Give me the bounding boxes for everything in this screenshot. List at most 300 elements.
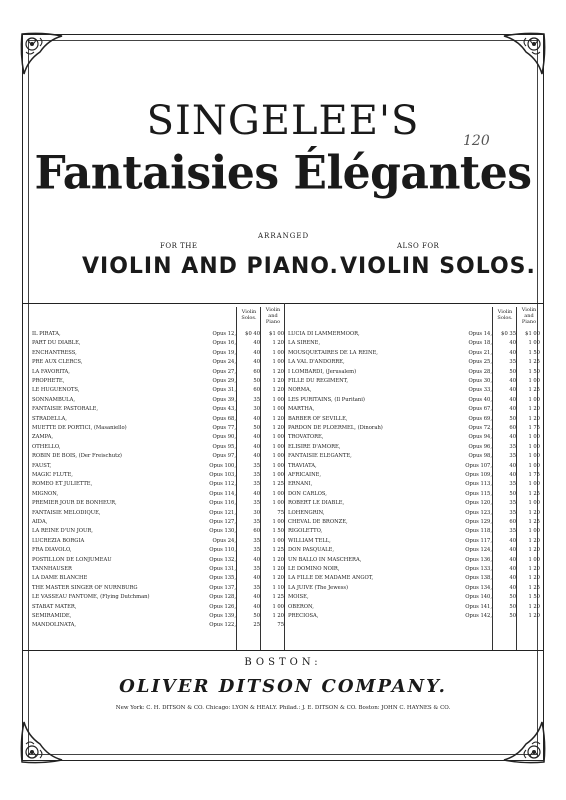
opus-number: Opus 107, bbox=[465, 462, 492, 469]
violin-piano-price: 1 00 bbox=[528, 378, 540, 384]
opus-number: Opus 128, bbox=[209, 594, 236, 601]
piece-title: ROMEO ET JULIETTE, bbox=[32, 481, 93, 488]
violin-piano-price: 1 20 bbox=[272, 566, 284, 572]
violin-solo-price: 35 bbox=[253, 584, 260, 591]
center-divider bbox=[284, 303, 285, 650]
opus-number: Opus 40, bbox=[468, 396, 492, 403]
price-list-row bbox=[286, 368, 542, 377]
piece-title: LA FAVORITA, bbox=[32, 368, 70, 375]
violin-solo-price: 50 bbox=[509, 603, 516, 610]
violin-solo-price: 35 bbox=[509, 359, 516, 366]
price-list-row bbox=[30, 565, 286, 574]
violin-piano-price: 1 20 bbox=[272, 368, 284, 375]
arranged-label: ARRANGED bbox=[258, 232, 310, 240]
violin-piano-price: 1 20 bbox=[528, 603, 540, 610]
price-list-row bbox=[286, 574, 542, 583]
piece-title: LUCIA DI LAMMERMOOR, bbox=[288, 331, 360, 337]
violin-piano-price: 1 00 bbox=[272, 519, 284, 525]
violin-solo-price: 35 bbox=[509, 443, 516, 450]
price-list-row bbox=[286, 509, 542, 518]
piece-title: OTHELLO, bbox=[32, 443, 61, 450]
opus-number: Opus 77, bbox=[212, 425, 236, 431]
price-list-row bbox=[286, 527, 542, 536]
violin-piano-price: 1 00 bbox=[272, 434, 284, 441]
city-label: BOSTON: bbox=[244, 657, 322, 668]
violin-solo-price: 40 bbox=[253, 603, 260, 610]
violin-solo-price: 60 bbox=[253, 387, 260, 394]
violin-piano-price: 1 25 bbox=[272, 594, 284, 601]
violin-piano-price: 1 00 bbox=[528, 556, 540, 563]
opus-number: Opus 117, bbox=[465, 537, 492, 544]
violin-piano-price: 1 20 bbox=[272, 340, 284, 347]
piece-title: FANTAISIE ELEGANTE, bbox=[288, 453, 352, 460]
violin-solo-price: 40 bbox=[253, 490, 260, 497]
violin-piano-price: 75 bbox=[277, 509, 284, 516]
opus-number: Opus 136, bbox=[465, 556, 492, 563]
price-list-row bbox=[30, 368, 286, 377]
price-list-row bbox=[30, 518, 286, 527]
violin-solo-price: 40 bbox=[509, 462, 516, 469]
violin-piano-price: $1 00 bbox=[269, 331, 284, 337]
opus-number: Opus 132, bbox=[209, 556, 236, 563]
piece-title: PREMIER JOUR DE BONHEUR, bbox=[32, 500, 117, 507]
violin-solos-heading: VIOLIN SOLOS. bbox=[340, 254, 536, 279]
opus-number: Opus 134, bbox=[465, 584, 492, 591]
piece-title: FANTAISIE PASTORALE, bbox=[32, 406, 99, 413]
price-list-row bbox=[286, 358, 542, 367]
price-list-row bbox=[286, 584, 542, 593]
violin-piano-price: 1 00 bbox=[528, 434, 540, 441]
violin-solo-price: 40 bbox=[509, 387, 516, 394]
price-list-row bbox=[286, 405, 542, 414]
violin-solo-price: 40 bbox=[253, 359, 260, 366]
opus-number: Opus 33, bbox=[468, 387, 492, 394]
violin-solo-price: 50 bbox=[509, 613, 516, 619]
piece-title: STABAT MATER, bbox=[32, 603, 77, 610]
opus-number: Opus 114, bbox=[209, 490, 236, 497]
price-list-row bbox=[30, 593, 286, 602]
piece-title: LE HUGUENOTS, bbox=[32, 387, 80, 394]
violin-piano-price: 1 20 bbox=[528, 406, 540, 413]
violin-and-piano-heading: VIOLIN AND PIANO. bbox=[82, 254, 339, 279]
violin-piano-price: 1 00 bbox=[528, 453, 540, 460]
violin-solo-price: 40 bbox=[253, 415, 260, 422]
price-list-row bbox=[286, 556, 542, 565]
piece-title: OBERON, bbox=[288, 603, 314, 610]
price-list-row bbox=[30, 358, 286, 367]
price-list-row bbox=[30, 349, 286, 358]
piece-title: THE MASTER SINGER OF NURNBURG bbox=[32, 584, 138, 591]
price-list-row bbox=[286, 518, 542, 527]
price-list-row bbox=[286, 452, 542, 461]
price-list-row bbox=[30, 556, 286, 565]
piece-title: PARDON DE PLOERMEL, (Dinorah) bbox=[288, 425, 383, 431]
branch-offices: New York: C. H. DITSON & CO. Chicago: LYON & HEALY. Philad.: J. E. DITSON & CO. Boston: JOHN C. HAYNES & CO. bbox=[115, 705, 451, 711]
violin-piano-price: 1 20 bbox=[272, 387, 284, 394]
price-list-row bbox=[30, 377, 286, 386]
opus-number: Opus 139, bbox=[209, 613, 236, 619]
piece-title: MIGNON, bbox=[32, 490, 59, 497]
violin-piano-price: 1 20 bbox=[528, 613, 540, 619]
publisher-name: OLIVER DITSON COMPANY. bbox=[119, 676, 447, 697]
opus-number: Opus 24, bbox=[212, 359, 236, 366]
price-list-row bbox=[286, 490, 542, 499]
violin-solo-price: 40 bbox=[509, 472, 516, 478]
opus-number: Opus 109, bbox=[465, 472, 492, 478]
corner-ornament-icon bbox=[18, 718, 66, 766]
piece-title: MANDOLINATA, bbox=[32, 622, 77, 629]
violin-piano-price: 1 20 bbox=[528, 509, 540, 516]
opus-number: Opus 100, bbox=[209, 462, 236, 469]
opus-number: Opus 95, bbox=[212, 443, 236, 450]
violin-solo-price: 35 bbox=[253, 537, 260, 544]
piece-title: SEMIRAMIDE, bbox=[32, 613, 72, 619]
price-list-row bbox=[30, 621, 286, 630]
violin-solo-price: 35 bbox=[509, 509, 516, 516]
opus-number: Opus 120, bbox=[465, 500, 492, 507]
violin-solo-price: 40 bbox=[253, 340, 260, 347]
violin-solo-price: 40 bbox=[509, 396, 516, 403]
violin-piano-price: 1 50 bbox=[272, 528, 284, 535]
opus-number: Opus 131, bbox=[209, 566, 236, 572]
violin-solo-price: 40 bbox=[253, 434, 260, 441]
violin-solo-price: 60 bbox=[509, 519, 516, 525]
opus-number: Opus 31, bbox=[212, 387, 236, 394]
piece-title: UN BALLO IN MASCHERA, bbox=[288, 556, 362, 563]
violin-piano-price: 1 00 bbox=[272, 490, 284, 497]
opus-number: Opus 43, bbox=[212, 406, 236, 413]
opus-number: Opus 94, bbox=[468, 434, 492, 441]
piece-title: MAGIC FLUTE, bbox=[32, 472, 73, 478]
price-list-row bbox=[30, 584, 286, 593]
opus-number: Opus 72, bbox=[468, 425, 492, 431]
piece-title: ROBERT LE DIABLE, bbox=[288, 500, 345, 507]
violin-piano-price: 1 00 bbox=[272, 472, 284, 478]
opus-number: Opus 113, bbox=[465, 481, 492, 488]
violin-solo-price: 35 bbox=[509, 528, 516, 535]
violin-solo-price: 40 bbox=[253, 556, 260, 563]
violin-piano-price: 1 20 bbox=[528, 566, 540, 572]
violin-piano-price: 1 20 bbox=[272, 425, 284, 431]
opus-number: Opus 16, bbox=[212, 340, 236, 347]
price-list-row bbox=[286, 499, 542, 508]
opus-number: Opus 135, bbox=[209, 575, 236, 582]
violin-solo-price: 60 bbox=[253, 528, 260, 535]
price-list-row bbox=[30, 415, 286, 424]
price-list-row bbox=[286, 593, 542, 602]
piece-title: MOUSQUETAIRES DE LA REINE, bbox=[288, 349, 378, 356]
violin-solo-price: 40 bbox=[509, 406, 516, 413]
opus-number: Opus 12, bbox=[212, 331, 236, 337]
opus-number: Opus 98, bbox=[468, 453, 492, 460]
solo-price-header: Violin Solos. bbox=[241, 309, 257, 321]
opus-number: Opus 130, bbox=[209, 528, 236, 535]
opus-number: Opus 21, bbox=[468, 349, 492, 356]
violin-piano-price: 75 bbox=[277, 622, 284, 629]
price-list-row bbox=[30, 546, 286, 555]
piece-title: RIGOLETTO, bbox=[288, 528, 323, 535]
opus-number: Opus 141, bbox=[465, 603, 492, 610]
price-list-row bbox=[30, 480, 286, 489]
violin-piano-price: 1 75 bbox=[528, 472, 540, 478]
opus-number: Opus 27, bbox=[212, 368, 236, 375]
violin-piano-price: 1 00 bbox=[272, 453, 284, 460]
piece-title: TROVATORE, bbox=[288, 434, 324, 441]
piece-title: FRA DIAVOLO, bbox=[32, 547, 72, 554]
piece-title: ZAMPA, bbox=[32, 434, 54, 441]
price-list-row bbox=[286, 396, 542, 405]
piece-title: LUCREZIA BORGIA bbox=[32, 537, 85, 544]
piece-title: BARBER OF SEVILLE, bbox=[288, 415, 348, 422]
opus-number: Opus 19, bbox=[212, 349, 236, 356]
violin-piano-price: 1 00 bbox=[272, 443, 284, 450]
price-list-row bbox=[30, 612, 286, 621]
violin-piano-price: 1 20 bbox=[528, 415, 540, 422]
violin-solo-price: 40 bbox=[509, 566, 516, 572]
violin-solo-price: 40 bbox=[509, 547, 516, 554]
violin-piano-price: 1 00 bbox=[272, 537, 284, 544]
piece-title: PRE AUX CLERCS, bbox=[32, 359, 83, 366]
violin-piano-price: 1 20 bbox=[528, 537, 540, 544]
piece-title: LA JUIVE (The Jewess) bbox=[288, 584, 349, 591]
piece-title: MARTHA, bbox=[288, 406, 315, 413]
opus-number: Opus 97, bbox=[212, 453, 236, 460]
violin-solo-price: 50 bbox=[509, 415, 516, 422]
price-list-row bbox=[30, 396, 286, 405]
violin-solo-price: 40 bbox=[509, 349, 516, 356]
violin-solo-price: 40 bbox=[509, 556, 516, 563]
violin-solo-price: 40 bbox=[509, 434, 516, 441]
violin-solo-price: 50 bbox=[253, 613, 260, 619]
violin-piano-price: 1 00 bbox=[528, 481, 540, 488]
opus-number: Opus 121, bbox=[209, 509, 236, 516]
piece-title: WILLIAM TELL, bbox=[288, 537, 331, 544]
piece-title: LES PURITAINS, (Il Puritani) bbox=[288, 396, 365, 403]
violin-piano-price: 1 20 bbox=[272, 556, 284, 563]
violin-solo-price: 35 bbox=[253, 500, 260, 507]
opus-number: Opus 122, bbox=[209, 622, 236, 629]
violin-piano-price: 1 25 bbox=[528, 584, 540, 591]
handwritten-number: 120 bbox=[463, 133, 490, 149]
violin-piano-price: 1 25 bbox=[528, 359, 540, 366]
piece-title: LA FILLE DE MADAME ANGOT, bbox=[288, 575, 374, 582]
piece-title: ELISIRE D'AMORE, bbox=[288, 443, 341, 450]
piece-title: SONNAMBULA, bbox=[32, 396, 75, 403]
opus-number: Opus 115, bbox=[465, 490, 492, 497]
violin-piano-price: 1 20 bbox=[272, 613, 284, 619]
price-list-row bbox=[30, 537, 286, 546]
piece-title: FILLE DU REGIMENT, bbox=[288, 378, 349, 384]
price-list-row bbox=[286, 603, 542, 612]
price-list-row bbox=[30, 330, 286, 339]
price-list-row bbox=[30, 574, 286, 583]
violin-piano-price: 1 25 bbox=[272, 481, 284, 488]
price-list-row bbox=[30, 509, 286, 518]
piece-title: LA SIRENE, bbox=[288, 340, 321, 347]
price-list-row bbox=[30, 339, 286, 348]
price-list-row bbox=[286, 377, 542, 386]
opus-number: Opus 24, bbox=[212, 537, 236, 544]
price-list-row bbox=[30, 443, 286, 452]
opus-number: Opus 110, bbox=[209, 547, 236, 554]
opus-number: Opus 112, bbox=[209, 481, 236, 488]
violin-piano-price: 1 25 bbox=[272, 547, 284, 554]
opus-number: Opus 126, bbox=[209, 603, 236, 610]
violin-piano-price: 1 20 bbox=[272, 575, 284, 582]
violin-solo-price: 40 bbox=[253, 443, 260, 450]
violin-solo-price: 50 bbox=[509, 594, 516, 601]
opus-number: Opus 67, bbox=[468, 406, 492, 413]
price-list-row bbox=[286, 424, 542, 433]
opus-number: Opus 18, bbox=[468, 340, 492, 347]
price-list-row bbox=[30, 424, 286, 433]
violin-solo-price: 50 bbox=[253, 378, 260, 384]
table-bottom-rule bbox=[22, 650, 544, 651]
piano-price-header: Violin and Piano bbox=[265, 307, 281, 325]
opus-number: Opus 140, bbox=[465, 594, 492, 601]
piece-title: TRAVIATA, bbox=[288, 462, 317, 469]
violin-solo-price: 30 bbox=[253, 406, 260, 413]
violin-solo-price: 40 bbox=[253, 349, 260, 356]
violin-piano-price: 1 00 bbox=[272, 462, 284, 469]
opus-number: Opus 138, bbox=[465, 575, 492, 582]
violin-solo-price: 35 bbox=[253, 472, 260, 478]
violin-solo-price: 30 bbox=[253, 509, 260, 516]
piece-title: ERNANI, bbox=[288, 481, 313, 488]
violin-piano-price: 1 00 bbox=[272, 500, 284, 507]
price-list-row bbox=[286, 480, 542, 489]
piece-title: IL PIRATA, bbox=[32, 331, 61, 337]
piece-title: LE VASSEAU FANTOME, (Flying Dutchman) bbox=[32, 594, 150, 601]
opus-number: Opus 29, bbox=[212, 378, 236, 384]
price-list-row bbox=[30, 471, 286, 480]
price-list-row bbox=[30, 433, 286, 442]
violin-piano-price: 1 00 bbox=[528, 500, 540, 507]
piece-title: FANTAISIE MELODIQUE, bbox=[32, 509, 101, 516]
violin-solo-price: 60 bbox=[253, 368, 260, 375]
violin-solo-price: $0 35 bbox=[501, 331, 516, 337]
piece-title: POSTILLON DE LONJUMEAU bbox=[32, 556, 112, 563]
violin-solo-price: 60 bbox=[509, 425, 516, 431]
price-list-row bbox=[286, 612, 542, 621]
violin-piano-price: 1 20 bbox=[528, 575, 540, 582]
violin-piano-price: 1 00 bbox=[272, 359, 284, 366]
price-list-row bbox=[30, 386, 286, 395]
violin-solo-price: 50 bbox=[253, 425, 260, 431]
opus-number: Opus 124, bbox=[465, 547, 492, 554]
violin-piano-price: 1 25 bbox=[528, 490, 540, 497]
violin-piano-price: 1 00 bbox=[528, 462, 540, 469]
piece-title: ROBIN DE BOIS, (Der Freischutz) bbox=[32, 453, 122, 460]
violin-piano-price: 1 00 bbox=[528, 396, 540, 403]
opus-number: Opus 25, bbox=[468, 359, 492, 366]
piece-title: ENCHANTRESS, bbox=[32, 349, 77, 356]
violin-solo-price: 35 bbox=[253, 462, 260, 469]
price-list-row bbox=[286, 433, 542, 442]
violin-solo-price: 35 bbox=[253, 566, 260, 572]
piece-title: FAUST, bbox=[32, 462, 52, 469]
piece-title: LOHENGRIN, bbox=[288, 509, 325, 516]
price-list-row bbox=[286, 546, 542, 555]
price-list-row bbox=[30, 527, 286, 536]
piece-title: PRECIOSA, bbox=[288, 613, 319, 619]
violin-piano-price: 1 25 bbox=[528, 519, 540, 525]
piece-title: AIDA, bbox=[32, 519, 48, 525]
opus-number: Opus 68, bbox=[212, 415, 236, 422]
price-list-row bbox=[30, 462, 286, 471]
violin-piano-price: 1 00 bbox=[272, 603, 284, 610]
violin-solo-price: 35 bbox=[509, 500, 516, 507]
piece-title: MOISE, bbox=[288, 594, 309, 601]
opus-number: Opus 69, bbox=[468, 415, 492, 422]
violin-piano-price: 1 00 bbox=[528, 443, 540, 450]
piece-title: NORMA, bbox=[288, 387, 312, 394]
opus-number: Opus 127, bbox=[209, 519, 236, 525]
violin-solo-price: 35 bbox=[509, 481, 516, 488]
piece-title: DON PASQUALE, bbox=[288, 547, 335, 554]
piece-title: LA VAL D'ANDORRE, bbox=[288, 359, 345, 366]
violin-piano-price: 1 50 bbox=[528, 368, 540, 375]
violin-solo-price: 40 bbox=[509, 378, 516, 384]
violin-solo-price: $0 40 bbox=[245, 331, 260, 337]
violin-solo-price: 40 bbox=[509, 584, 516, 591]
violin-solo-price: 40 bbox=[509, 340, 516, 347]
piece-title: CHEVAL DE BRONZE, bbox=[288, 519, 348, 525]
violin-solo-price: 40 bbox=[253, 575, 260, 582]
violin-piano-price: 1 20 bbox=[272, 415, 284, 422]
piece-title: PART DU DIABLE, bbox=[32, 340, 81, 347]
violin-piano-price: 1 00 bbox=[272, 349, 284, 356]
table-top-rule bbox=[22, 303, 544, 304]
violin-solo-price: 35 bbox=[253, 547, 260, 554]
page-subtitle: Fantaisies Élégantes bbox=[34, 146, 532, 201]
opus-number: Opus 137, bbox=[209, 584, 236, 591]
price-list-row bbox=[30, 499, 286, 508]
violin-solo-price: 50 bbox=[509, 490, 516, 497]
violin-solo-price: 35 bbox=[253, 519, 260, 525]
violin-piano-price: 1 25 bbox=[528, 387, 540, 394]
opus-number: Opus 118, bbox=[465, 528, 492, 535]
violin-solo-price: 40 bbox=[253, 453, 260, 460]
piece-title: I LOMBARDI, (Jerusalem) bbox=[288, 368, 357, 375]
piece-title: AFRICAINE, bbox=[288, 472, 322, 478]
price-list-row bbox=[286, 330, 542, 339]
opus-number: Opus 39, bbox=[212, 396, 236, 403]
violin-piano-price: $1 00 bbox=[525, 331, 540, 337]
piece-title: PROPHETE, bbox=[32, 378, 65, 384]
violin-solo-price: 50 bbox=[509, 368, 516, 375]
piano-price-header: Violin and Piano bbox=[521, 307, 537, 325]
piece-title: LA DAME BLANCHE bbox=[32, 575, 88, 582]
price-list-row bbox=[286, 537, 542, 546]
corner-ornament-icon bbox=[18, 30, 66, 78]
opus-number: Opus 129, bbox=[465, 519, 492, 525]
violin-solo-price: 35 bbox=[253, 396, 260, 403]
price-list-row bbox=[286, 471, 542, 480]
violin-solo-price: 40 bbox=[253, 594, 260, 601]
violin-piano-price: 1 50 bbox=[528, 594, 540, 601]
price-list-row bbox=[286, 565, 542, 574]
opus-number: Opus 116, bbox=[209, 500, 236, 507]
piece-title: LA REINE D'UN JOUR, bbox=[32, 528, 93, 535]
solo-price-header: Violin Solos. bbox=[497, 309, 513, 321]
piece-title: STRADELLA, bbox=[32, 415, 67, 422]
price-list-row bbox=[30, 490, 286, 499]
price-list-row bbox=[30, 452, 286, 461]
violin-solo-price: 40 bbox=[509, 575, 516, 582]
for-the-label: FOR THE bbox=[160, 242, 198, 250]
opus-number: Opus 133, bbox=[465, 566, 492, 572]
